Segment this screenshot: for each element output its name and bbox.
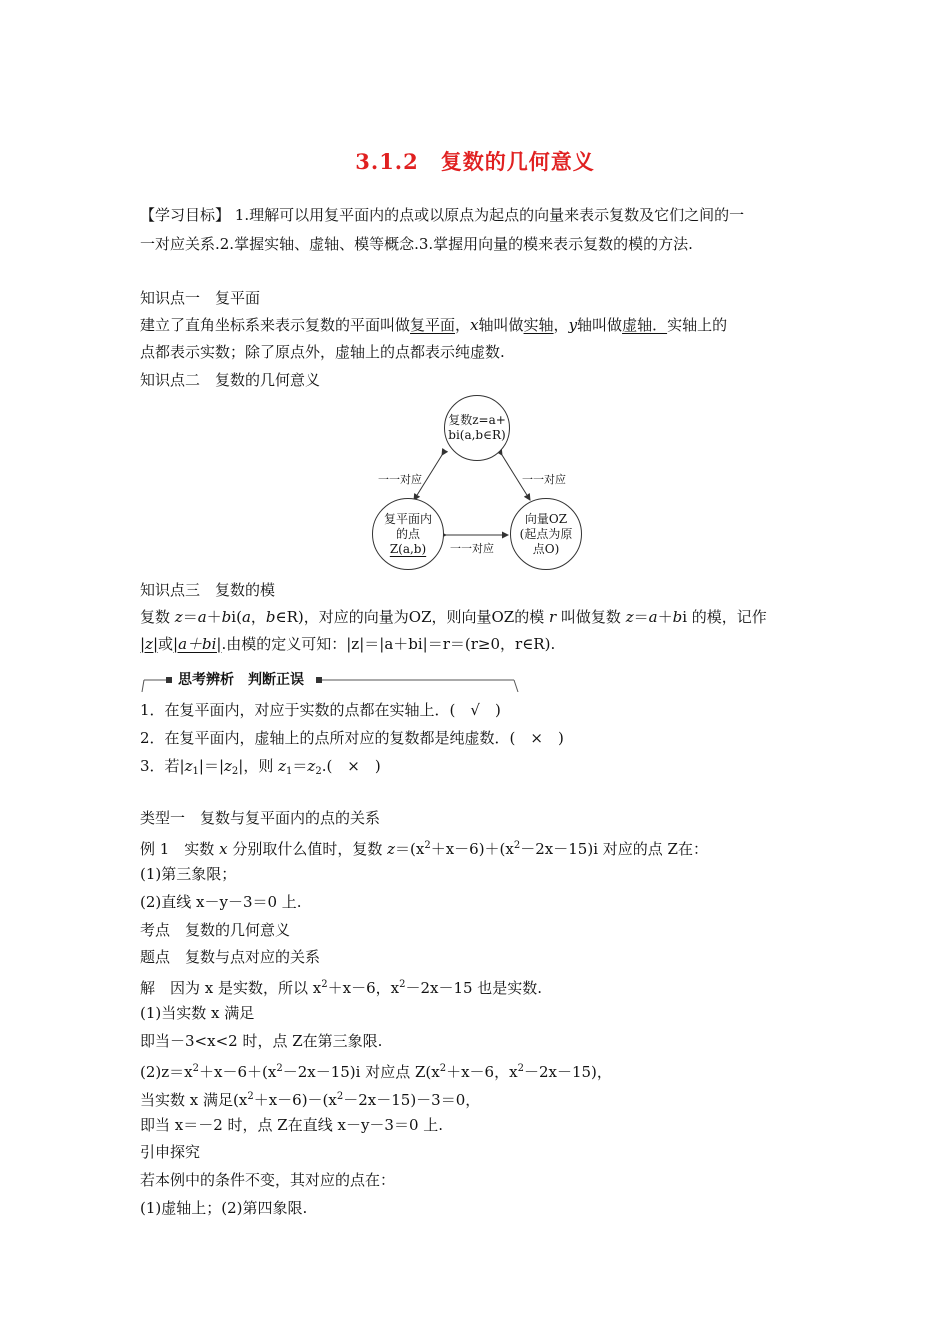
k3-paragraph-line-2: |z|或|a＋bi|.由模的定义可知：|z|＝|a＋bi|＝r＝(r≥0，r∈R). (140, 635, 556, 653)
node-vector: 向量OZ (起点为原 点O) (510, 498, 582, 570)
think-box-title: 思考辨析 判断正误 (172, 669, 310, 689)
tidian: 题点 复数与点对应的关系 (140, 948, 321, 966)
correspondence-diagram (368, 395, 586, 570)
node-plane-point: 复平面内 的点 Z(a,b) (372, 498, 444, 570)
section-heading-k3: 知识点三 复数的模 (140, 581, 276, 599)
edge-label-left: 一一对应 (378, 473, 422, 486)
solution-step-5: 即当 x＝－2 时，点 Z在直线 x－y－3＝0 上. (140, 1116, 444, 1134)
example-1-statement: 例 1 实数 x 分别取什么值时，复数 $z=(x^2+x-6)+(x^2-2x-15)i$ 对应的点 Z在： (140, 840, 708, 858)
example-1-part-1: (1)第三象限； (140, 865, 237, 883)
edge-label-right: 一一对应 (522, 473, 566, 486)
judgement-3: 3．若$|z_1|=|z_2|$，则 $z_1=z_2$.( × ) (140, 757, 381, 777)
judgement-1: 1．在复平面内，对应于实数的点都在实轴上．( √ ) (140, 701, 501, 719)
section-heading-type1: 类型一 复数与复平面内的点的关系 (140, 809, 381, 827)
node-complex-number: 复数z=a+ bi(a,b∈R) (444, 395, 510, 461)
k1-paragraph-line-2: 点都表示实数；除了原点外，虚轴上的点都表示纯虚数. (140, 343, 505, 361)
k3-paragraph-line-1: 复数 z＝a＋bi(a，b∈R)，对应的向量为OZ，则向量OZ的模 r 叫做复数 z＝a＋bi 的模，记作 (140, 608, 767, 626)
term-imag-axis: 虚轴． (622, 316, 668, 334)
objectives-line-2: 一对应关系.2.掌握实轴、虚轴、模等概念.3.掌握用向量的模来表示复数的模的方法. (140, 235, 693, 253)
extension-line-2: (1)虚轴上；(2)第四象限. (140, 1199, 308, 1217)
edge-label-bottom: 一一对应 (450, 542, 494, 555)
term-complex-plane: 复平面 (410, 316, 456, 334)
objectives-line-1: 【学习目标】 1.理解可以用复平面内的点或以原点为起点的向量来表示复数及它们之间的一 (140, 206, 745, 224)
judgement-2: 2．在复平面内，虚轴上的点所对应的复数都是纯虚数．( × ) (140, 729, 564, 747)
example-1-part-2: (2)直线 x－y－3＝0 上. (140, 893, 302, 911)
solution-step-4: 当实数 x 满足$(x^2+x-6)-(x^2-2x-15)-3=0$， (140, 1091, 481, 1109)
modulus-notation-2: |a＋bi| (173, 635, 222, 653)
solution-step-3: $(2)z=x^2+x-6+(x^2-2x-15)i$ 对应点 $Z(x^2+x-6$，$x^2-2x-15$)， (140, 1063, 612, 1081)
modulus-notation-1: |z| (140, 635, 159, 653)
section-heading-k1: 知识点一 复平面 (140, 289, 261, 307)
term-real-axis: 实轴 (523, 316, 554, 334)
solution-intro: 解 因为 x 是实数，所以 $x^2+x-6$，$x^2-2x-15$ 也是实数. (140, 979, 543, 997)
extension-heading: 引申探究 (140, 1143, 201, 1161)
objectives-label: 【学习目标】 (140, 206, 231, 224)
extension-line-1: 若本例中的条件不变，其对应的点在： (140, 1171, 396, 1189)
solution-step-1: (1)当实数 x 满足 (140, 1004, 255, 1022)
kaodian: 考点 复数的几何意义 (140, 921, 291, 939)
section-heading-k2: 知识点二 复数的几何意义 (140, 371, 321, 389)
k1-paragraph-line-1: 建立了直角坐标系来表示复数的平面叫做复平面，x轴叫做实轴，y轴叫做虚轴．实轴上的 (140, 316, 728, 334)
page-title: 3.1.2 复数的几何意义 (355, 149, 595, 174)
solution-step-2: 即当－3<x<2 时，点 Z在第三象限. (140, 1032, 383, 1050)
think-box-header (140, 670, 520, 692)
